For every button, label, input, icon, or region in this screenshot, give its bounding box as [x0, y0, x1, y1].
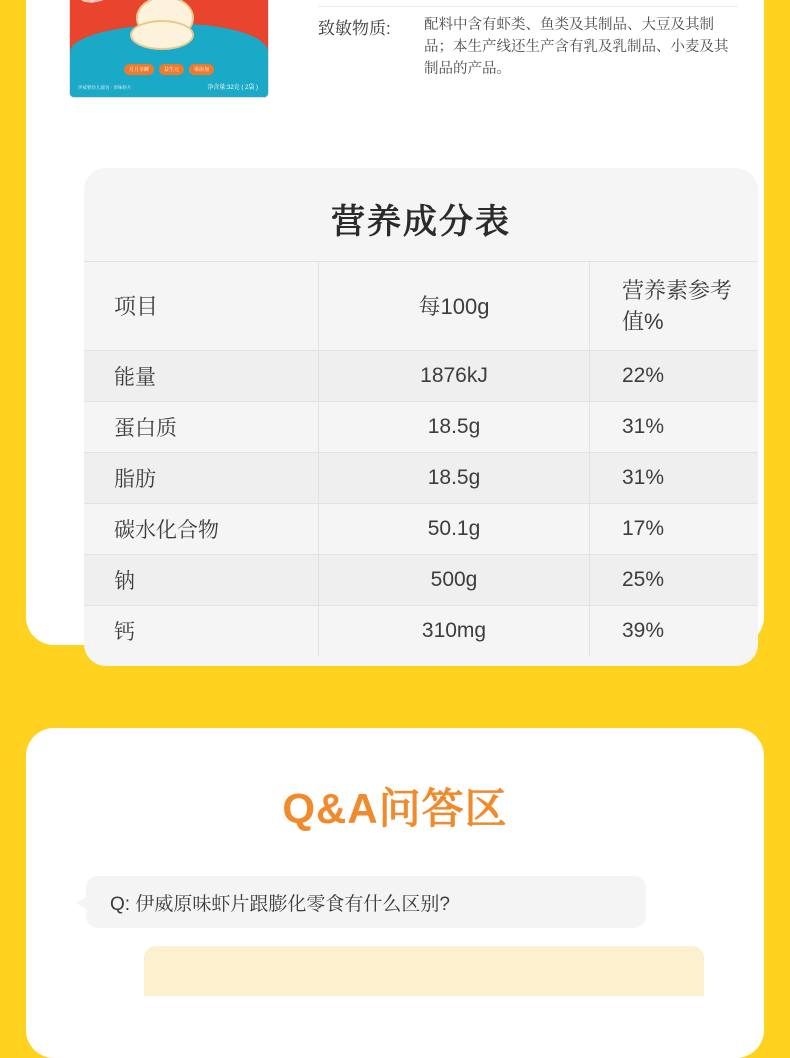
nutrition-card — [84, 168, 758, 666]
cell-nrv: 17% — [590, 504, 759, 555]
spec-label-char: 致敏物质: — [318, 18, 391, 38]
specification-list — [318, 0, 738, 93]
cell-per100g: 50.1g — [319, 504, 590, 555]
cell-item: 钙 — [84, 606, 319, 657]
cell-per100g: 18.5g — [319, 453, 590, 504]
cell-per100g: 1876kJ — [319, 351, 590, 402]
package-brand-line: 伊威婴幼儿辅食 · 原味虾片 — [78, 85, 132, 90]
table-row — [84, 402, 758, 453]
table-row — [84, 453, 758, 504]
cell-nrv: 39% — [590, 606, 759, 657]
cell-nrv: 31% — [590, 402, 759, 453]
qa-question-text: Q: 伊威原味虾片跟膨化零食有什么区别? — [110, 893, 450, 915]
package-net-weight: 净含量:32克 ( 2袋 ) — [207, 85, 258, 91]
nutrition-title: 营养成分表 — [331, 203, 511, 241]
qa-question-bubble — [86, 876, 646, 928]
cell-per100g: 500g — [319, 555, 590, 606]
package-badge: 月月享鲜 — [124, 64, 154, 75]
product-top-section — [26, 0, 764, 110]
product-info-panel — [26, 0, 764, 645]
cell-item: 碳水化合物 — [84, 504, 319, 555]
bubble-tail-icon — [76, 896, 88, 910]
qa-answer-bubble — [144, 946, 704, 996]
product-package-image — [70, 0, 268, 97]
cell-item: 蛋白质 — [84, 402, 319, 453]
package-badges — [70, 64, 268, 75]
qa-section-title: Q&A问答区 — [282, 785, 508, 832]
table-row — [84, 555, 758, 606]
spec-label-allergens — [318, 14, 424, 39]
nutrition-table — [84, 261, 758, 656]
spec-value-allergens: 配料中含有虾类、鱼类及其制品、大豆及其制品；本生产线还生产含有乳及乳制品、小麦及其制品的产品。 — [424, 16, 729, 78]
chip-illustration-icon — [130, 20, 194, 50]
qa-panel — [26, 728, 764, 1058]
table-header-row — [84, 262, 758, 351]
column-header-nrv: 营养素参考值% — [590, 262, 759, 351]
cell-nrv: 25% — [590, 555, 759, 606]
cell-item: 钠 — [84, 555, 319, 606]
table-row — [84, 504, 758, 555]
shrimp-illustration-icon — [76, 0, 116, 7]
cell-item: 脂肪 — [84, 453, 319, 504]
cell-per100g: 310mg — [319, 606, 590, 657]
column-header-per100g: 每100g — [319, 262, 590, 351]
cell-nrv: 31% — [590, 453, 759, 504]
table-row — [84, 351, 758, 402]
cell-per100g: 18.5g — [319, 402, 590, 453]
spec-row-allergens — [318, 7, 738, 93]
cell-item: 能量 — [84, 351, 319, 402]
package-badge: 益生元 — [159, 64, 184, 75]
table-row — [84, 606, 758, 657]
cell-nrv: 22% — [590, 351, 759, 402]
column-header-item: 项目 — [84, 262, 319, 351]
package-badge: 零添加 — [189, 64, 214, 75]
